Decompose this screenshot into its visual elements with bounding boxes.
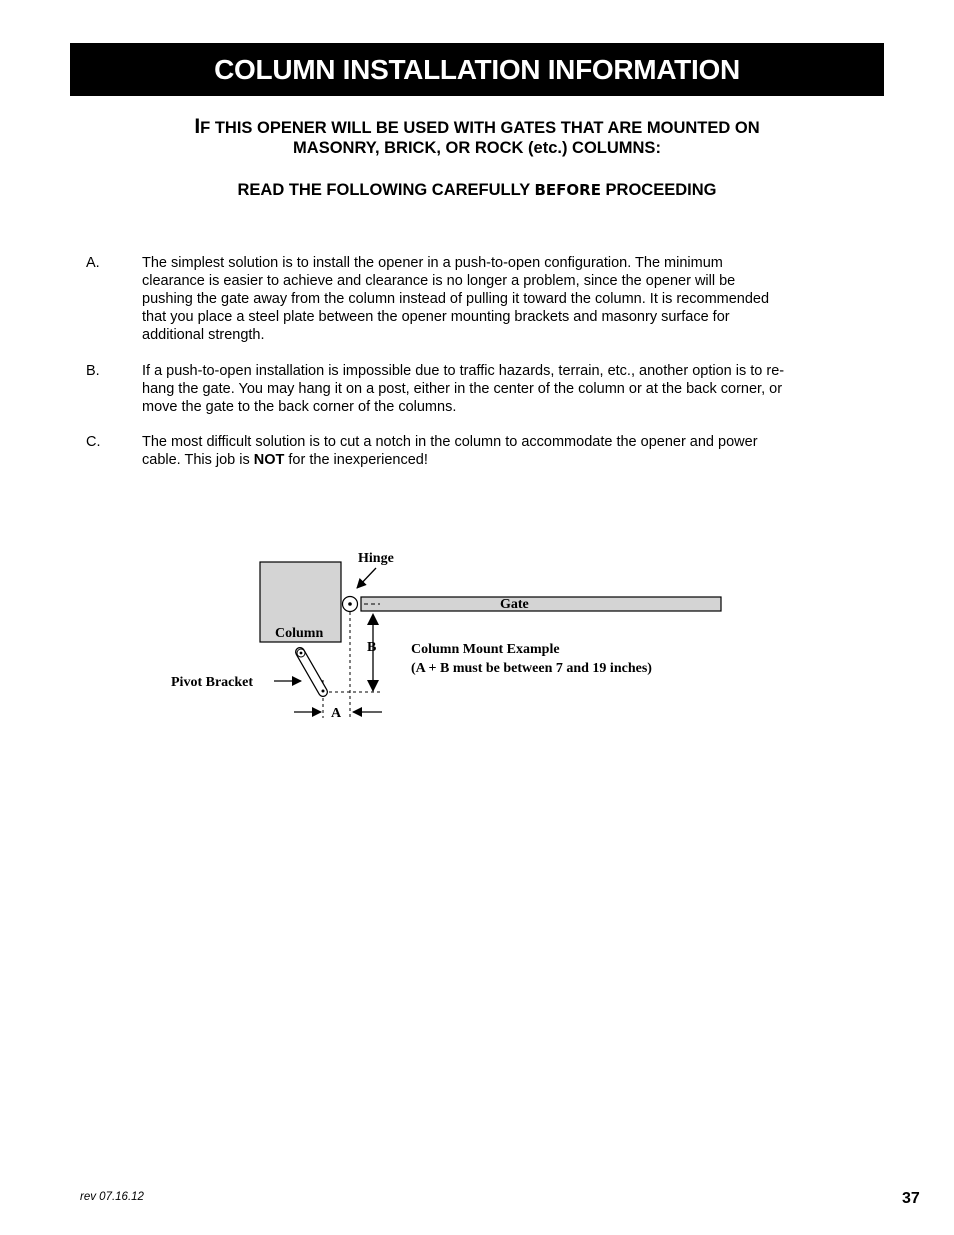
hinge-label: Hinge xyxy=(358,551,394,566)
item-a-line-1: The simplest solution is to install the opener in a push-to-open configuration. The minimum xyxy=(142,255,723,271)
read-line-prefix: READ THE FOLLOWING CAREFULLY xyxy=(237,181,535,199)
revision-label: rev 07.16.12 xyxy=(80,1191,144,1203)
item-a-line-4: that you place a steel plate between the opener mounting brackets and masonry surface for xyxy=(142,309,730,325)
gate-shape xyxy=(361,597,721,611)
list-item-letter: B. xyxy=(86,363,100,379)
pivot-bracket-label: Pivot Bracket xyxy=(171,675,254,690)
item-a-line-2: clearance is easier to achieve and clearance is no longer a problem, since the opener will be xyxy=(142,273,736,289)
item-c-line-2-start: cable. This job is xyxy=(142,452,254,468)
subtitle-line-1-text: F THIS OPENER WILL BE USED WITH GATES THAT ARE MOUNTED ON xyxy=(200,119,760,137)
gate-label: Gate xyxy=(500,597,529,612)
b-arrow-up xyxy=(367,613,379,625)
column-label: Column xyxy=(275,626,324,641)
diagram-caption-line-2: (A + B must be between 7 and 19 inches) xyxy=(411,661,652,676)
item-a-line-3: pushing the gate away from the column instead of pulling it toward the column. It is recommended xyxy=(142,291,770,307)
item-c-line-2-end: for the inexperienced! xyxy=(284,452,428,468)
pivot-bracket xyxy=(297,649,325,693)
hinge-pin xyxy=(348,602,352,606)
list-item-letter: C. xyxy=(86,434,101,450)
item-a-line-5: additional strength. xyxy=(142,327,265,343)
list-item-letter: A. xyxy=(86,255,100,271)
page-number: 37 xyxy=(902,1190,920,1207)
subtitle-initial: I xyxy=(194,115,201,138)
b-label: B xyxy=(367,640,377,655)
hinge-arrow xyxy=(357,568,376,588)
item-b-line-3: move the gate to the back corner of the columns. xyxy=(142,399,457,415)
page-title: COLUMN INSTALLATION INFORMATION xyxy=(214,54,740,85)
item-c-emphasis: NOT xyxy=(253,452,285,468)
item-c-line-1: The most difficult solution is to cut a notch in the column to accommodate the opener and power xyxy=(142,434,758,450)
subtitle-line-2: MASONRY, BRICK, OR ROCK (etc.) COLUMNS: xyxy=(293,139,661,157)
item-b-line-2: hang the gate. You may hang it on a post, either in the center of the column or at the back corner, or xyxy=(142,381,783,397)
b-arrow-down xyxy=(367,680,379,692)
diagram-caption-line-1: Column Mount Example xyxy=(411,642,560,657)
read-line-suffix: PROCEEDING xyxy=(600,181,717,199)
item-b-line-1: If a push-to-open installation is impossible due to traffic hazards, terrain, etc., another option is to re- xyxy=(142,363,785,379)
a-label: A xyxy=(331,706,342,721)
read-line-emphasis: BEFORE xyxy=(534,181,601,199)
